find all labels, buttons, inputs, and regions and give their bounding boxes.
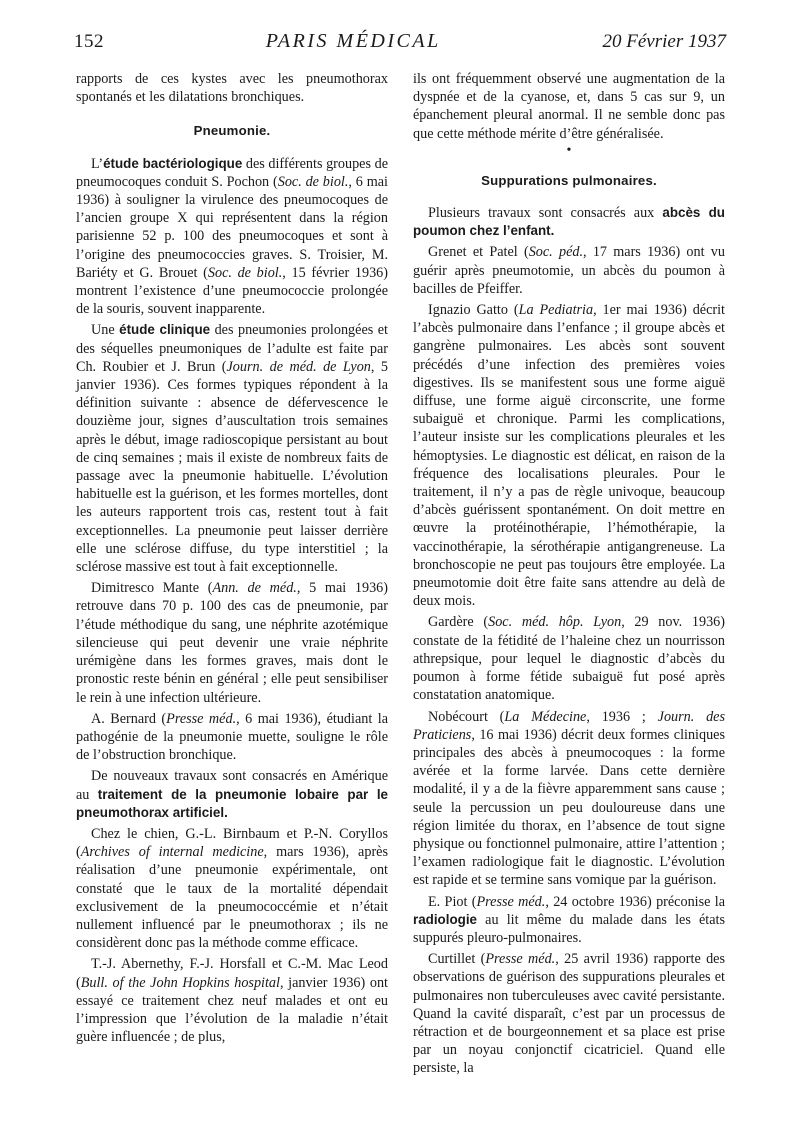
paragraph: De nouveaux travaux sont consacrés en Amérique au traitement de la pneumonie lobaire par le pneumothorax artificiel. bbox=[76, 768, 388, 820]
paragraph: rapports de ces kystes avec les pneumothorax spontanés et les dilatations bronchiques. bbox=[76, 71, 388, 106]
paragraph: Dimitresco Mante (Ann. de méd., 5 mai 1936) retrouve dans 70 p. 100 des cas de pneumonie, par l’étude méthodique du sang, une néphrite azotémique silencieuse qui peut devenir une vraie néphrite urémigène dans les formes graves, mais dont le pronostic reste bénin en général ; elle peut sensibiliser le rein à une infection ultérieure. bbox=[76, 580, 388, 706]
section-heading-suppurations: Suppurations pulmonaires. bbox=[481, 172, 657, 188]
paragraph: Curtillet (Presse méd., 25 avril 1936) rapporte des observations de guérison des suppurations pleurales et pulmonaires non tuberculeuses avec cavité persistante. Quand la cavité disparaît, c’est par un processus de rétraction et de bourgeonnement et sa place est prise par un noyau conjonctif cicatriciel. Quand elle persiste, la bbox=[413, 951, 726, 1077]
page-header bbox=[74, 30, 726, 64]
paragraph: E. Piot (Presse méd., 24 octobre 1936) préconise la radiologie au lit même du malade dans les états suppurés pleuro-pulmonaires. bbox=[413, 893, 726, 946]
section-heading-pneumonie: Pneumonie. bbox=[193, 123, 271, 139]
paragraph: Nobécourt (La Médecine, 1936 ; Journ. des Praticiens, 16 mai 1936) décrit deux formes cliniques principales des abcès à pneumocoques : la forme avérée et la forme larvée. Dans cette dernière modalité, il y a de la fièvre apparemment sans cause ; seule la percussion un peu douloureuse dans une région limitée du thorax, en l’absence de tout signe physique ou fonctionnel pulmonaire, attire l’attention ; l’examen radiologique fait le diagnostic. L’évolution est rapide et se termine sans vomique par la guérison. bbox=[413, 708, 726, 889]
right-column bbox=[413, 70, 725, 1081]
paragraph: A. Bernard (Presse méd., 6 mai 1936), étudiant la pathogénie de la pneumonie muette, souligne le rôle de l’obstruction bronchique. bbox=[76, 710, 388, 764]
paragraph: L’étude bactériologique des différents groupes de pneumocoques conduit S. Pochon (Soc. de biol., 6 mai 1936) à souligner la virulence des pneumocoques de l’ancien groupe X qui représentent dans la région parisienne 52 p. 100 des pneumocoques et sont à l’origine des pneumococcies graves. S. Troisier, M. Bariéty et G. Brouet (Soc. de biol., 15 février 1936) montrent l’existence d’une pneumococcie prolongée de la souris, souvent inapparente. bbox=[76, 155, 388, 318]
separator-dot: • bbox=[566, 142, 572, 158]
left-column bbox=[76, 70, 388, 1049]
paragraph: ils ont fréquemment observé une augmentation de la dyspnée et de la cyanose, et, dans 5 cas sur 9, un épanchement pleural anormal. Il ne semble donc pas que cette méthode mérite d’être généralisée. bbox=[413, 71, 725, 142]
paragraph: T.-J. Abernethy, F.-J. Horsfall et C.-M. Mac Leod (Bull. of the John Hopkins hospital, janvier 1936) ont essayé ce traitement chez neuf malades et ont eu l’impression que l’évolution de la maladie n’était guère influencée ; de plus, bbox=[76, 956, 388, 1046]
paragraph: Plusieurs travaux sont consacrés aux abcès du poumon chez l’enfant. bbox=[413, 205, 725, 239]
paragraph: Une étude clinique des pneumonies prolongées et des séquelles pneumoniques de l’adulte est faite par Ch. Roubier et J. Brun (Journ. de méd. de Lyon, 5 janvier 1936). Ces formes typiques répondent à la définition suivante : absence de défervescence le douzième jour, signes d’auscultation trois semaines après le début, image radioscopique persistant au bout de cinq semaines ; mais il existe de nombreux faits de passage avec la pneumonie habituelle. L’évolution habituelle est la guérison, et les formes mortelles, dont les auteurs rapportent trois cas, restent tout à fait exceptionnelles. La pneumonie peut laisser derrière elle une sclérose diffuse, du type interstitiel ; la sclérose massive est tout à fait exceptionnelle. bbox=[76, 322, 388, 576]
paragraph: Gardère (Soc. méd. hôp. Lyon, 29 nov. 1936) constate de la fétidité de l’haleine chez un nourrisson athrepsique, pour lequel le diagnostic d’abcès du poumon à forme fétide subaiguë fut posé après constatation anatomique. bbox=[413, 614, 726, 704]
page-number: 152 bbox=[74, 31, 104, 52]
paragraph: Chez le chien, G.-L. Birnbaum et P.-N. Coryllos (Archives of internal medicine, mars 1936), après réalisation d’une pneumonie expérimentale, ont constaté que le taux de la mortalité dépendait exclusivement de la pneumococcémie et n’était nullement influencé par le pneumothorax ; ils ne considèrent donc pas la méthode comme efficace. bbox=[76, 825, 388, 952]
journal-title: PARIS MÉDICAL bbox=[265, 30, 441, 52]
issue-date: 20 Février 1937 bbox=[602, 31, 726, 52]
paragraph: Grenet et Patel (Soc. péd., 17 mars 1936) ont vu guérir après pneumotomie, un abcès du poumon à bacilles de Pfeiffer. bbox=[413, 244, 725, 297]
paragraph: Ignazio Gatto (La Pediatria, 1er mai 1936) décrit l’abcès pulmonaire dans l’enfance ; il groupe abcès et gangrène pulmonaires. Les abcès sont souvent précédés d’une infection des premières voies digestives. Ils se manifestent sous une forme aiguë diffuse, une forme aiguë circonscrite, une forme subaiguë et chronique. Parmi les complications, l’auteur insiste sur les complications pleurales et les hémoptysies. Le diagnostic est délicat, en raison de la fréquence des localisations pleurales. Pour le traitement, il n’y a pas de règle univoque, beaucoup d’abcès guérissent spontanément. On doit mettre en œuvre la protéinothérapie, l’hémothérapie, la vaccinothérapie, la sérothérapie antigangreneuse. La bronchoscopie ne peut pas toujours être employée. La pneumotomie doit être faite sans attendre au delà de deux mois. bbox=[413, 302, 725, 610]
